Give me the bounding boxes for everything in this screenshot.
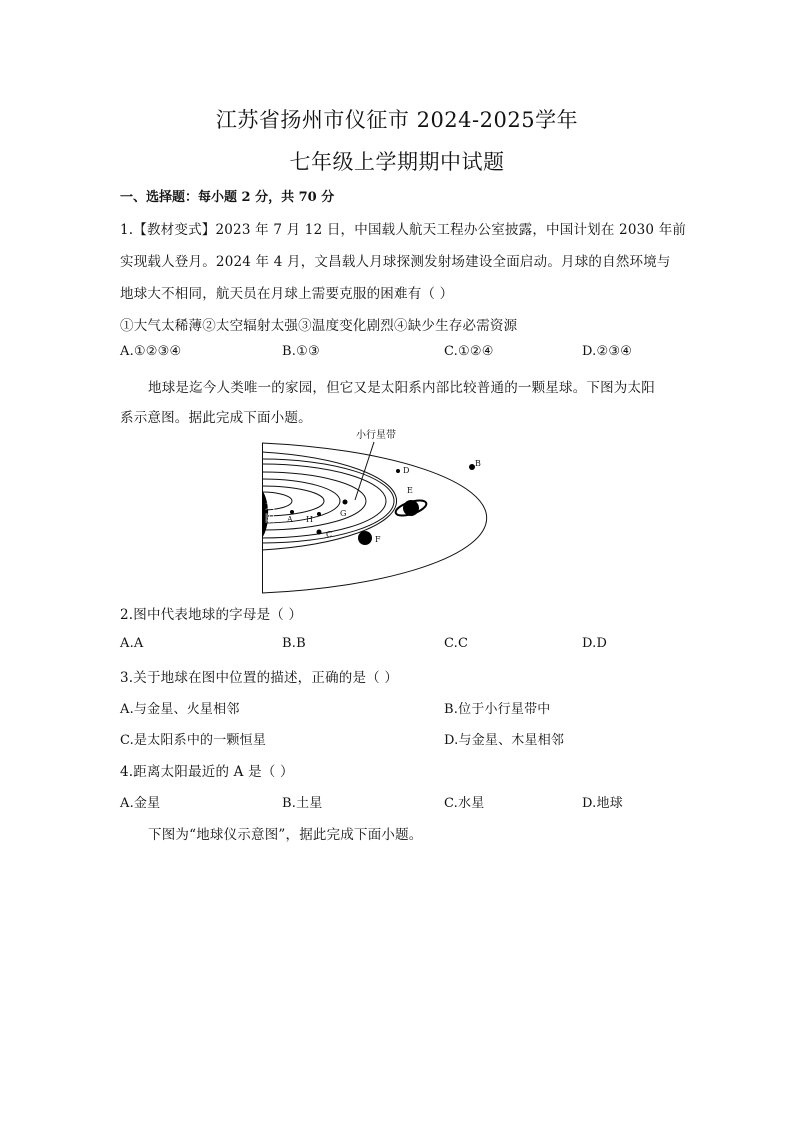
sun-label-top: 太 xyxy=(265,501,275,512)
planet-label-b: B xyxy=(475,459,481,468)
title-line-2: 七年级上学期期中试题 xyxy=(289,150,505,174)
planet-label-h: H xyxy=(306,515,313,524)
planet-c-icon xyxy=(317,530,322,535)
q3-option-c[interactable]: C.是太阳系中的一颗恒星 xyxy=(120,733,267,748)
planet-label-d: D xyxy=(403,466,410,475)
planet-label-c: C xyxy=(326,530,333,539)
orbits xyxy=(262,443,487,593)
belt-pointer xyxy=(355,442,374,500)
q2-option-b[interactable]: B.B xyxy=(282,636,306,651)
q1-stem-line-3: 地球大不相同，航天员在月球上需要克服的困难有（ ） xyxy=(120,286,454,302)
planet-label-e: E xyxy=(407,486,413,495)
planet-a-icon xyxy=(290,510,294,514)
q1-option-d[interactable]: D.②③④ xyxy=(582,344,633,359)
q1-option-b[interactable]: B.①③ xyxy=(282,344,320,359)
planet-label-g: G xyxy=(340,509,347,518)
q4-stem: 4.距离太阳最近的 A 是（ ） xyxy=(120,764,294,780)
intro2-text: 下图为“地球仪示意图”，据此完成下面小题。 xyxy=(148,827,423,843)
planet-f-icon xyxy=(358,531,372,545)
q1-items: ①大气太稀薄②太空辐射太强③温度变化剧烈④缺少生存必需资源 xyxy=(120,318,518,334)
q2-stem: 2.图中代表地球的字母是（ ） xyxy=(120,607,303,623)
q3-option-b[interactable]: B.位于小行星带中 xyxy=(444,702,551,717)
intro1-line-1: 地球是迄今人类唯一的家园，但它又是太阳系内部比较普通的一颗星球。下图为太阳 xyxy=(148,380,655,396)
q4-option-b[interactable]: B.土星 xyxy=(282,796,323,811)
q4-option-a[interactable]: A.金星 xyxy=(120,796,161,811)
orbit-g xyxy=(262,472,366,530)
q2-option-a[interactable]: A.A xyxy=(120,636,144,651)
q3-option-a[interactable]: A.与金星、火星相邻 xyxy=(120,702,240,717)
q1-stem-line-2: 实现载人登月。2024 年 4 月，文昌载人月球探测发射场建设全面启动。月球的自然环境与 xyxy=(120,254,671,270)
q1-option-c[interactable]: C.①②④ xyxy=(444,344,494,359)
q3-option-d[interactable]: D.与金星、木星相邻 xyxy=(444,733,565,748)
intro1-line-2: 系示意图。据此完成下面小题。 xyxy=(120,410,312,426)
q4-option-c[interactable]: C.水星 xyxy=(444,796,485,811)
planet-d-icon xyxy=(396,469,400,473)
sun-label-bottom: 阳 xyxy=(265,514,275,525)
solar-system-diagram xyxy=(250,426,550,596)
section-heading: 一、选择题：每小题 2 分，共 70 分 xyxy=(120,190,335,205)
q3-stem: 3.关于地球在图中位置的描述，正确的是（ ） xyxy=(120,670,399,686)
asteroid-belt-label: 小行星带 xyxy=(356,430,396,441)
q1-stem-line-1: 1.【教材变式】2023 年 7 月 12 日，中国载人航天工程办公室披露，中国计划在 2030 年前 xyxy=(120,222,687,238)
q1-option-a[interactable]: A.①②③④ xyxy=(120,344,182,359)
planet-label-a: A xyxy=(287,515,293,524)
planet-h-icon xyxy=(317,512,321,516)
planet-g-icon xyxy=(343,500,348,505)
q2-option-c[interactable]: C.C xyxy=(444,636,469,651)
title-line-1: 江苏省扬州市仪征市 2024-2025学年 xyxy=(215,108,579,132)
planet-label-f: F xyxy=(375,535,381,544)
q4-option-d[interactable]: D.地球 xyxy=(582,796,623,811)
q2-option-d[interactable]: D.D xyxy=(582,636,608,651)
